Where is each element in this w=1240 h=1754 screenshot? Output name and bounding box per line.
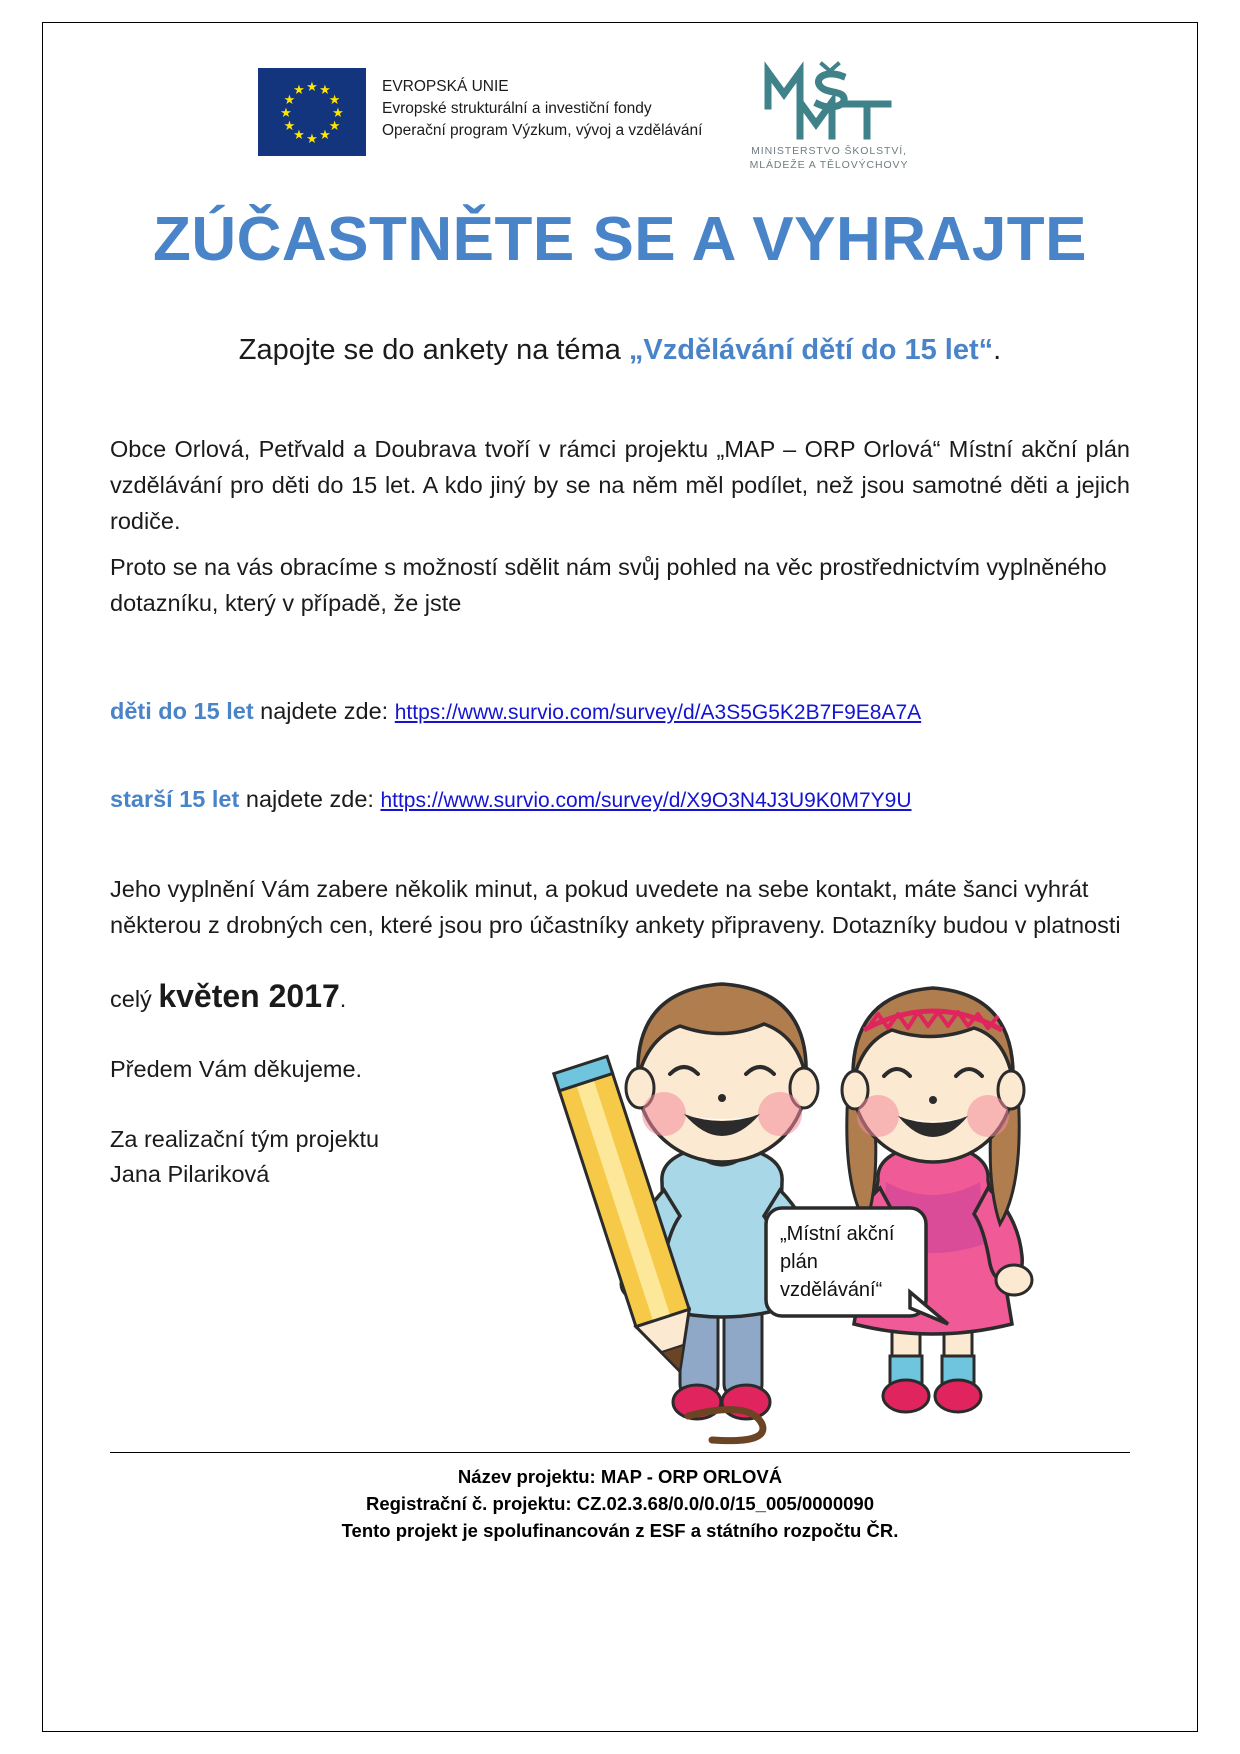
children-illustration (512, 932, 1072, 1452)
footer-divider (110, 1452, 1130, 1453)
msmt-mark-icon (754, 60, 904, 142)
survey-link-older-row (110, 782, 1130, 818)
validity-prefix: celý (110, 986, 159, 1012)
eu-logo-text (382, 68, 702, 142)
survey-link-children-label: děti do 15 let (110, 698, 254, 724)
survey-link-children-row (110, 694, 1130, 730)
girl-shoe-right (935, 1380, 981, 1412)
pencil-scribble (688, 1410, 763, 1441)
survey-link-children-url[interactable]: https://www.survio.com/survey/d/A3S5G5K2B7F9E8A7A (394, 701, 922, 724)
eu-line-2: Evropské strukturální a investiční fondy (382, 100, 652, 117)
eu-star-icon: ★ (328, 117, 341, 133)
eu-star-icon: ★ (283, 117, 296, 133)
msmt-sub-line-1: MINISTERSTVO ŠKOLSTVÍ, (751, 145, 907, 157)
poster-content (42, 22, 1198, 1732)
eu-flag-icon (258, 68, 366, 156)
speech-bubble-line-1: „Místní akční (780, 1223, 895, 1245)
eu-star-icon: ★ (319, 81, 331, 97)
eu-star-icon: ★ (306, 130, 318, 146)
subtitle-prefix: Zapojte se do ankety na téma (238, 334, 629, 366)
survey-link-older-middle: najdete zde: (239, 786, 381, 812)
eu-star-icon: ★ (293, 81, 305, 97)
subtitle-highlight: „Vzdělávání dětí do 15 let“ (628, 334, 994, 366)
eu-star-icon: ★ (283, 91, 296, 107)
page-subtitle (42, 334, 1198, 367)
eu-line-3: Operační program Výzkum, vývoj a vzdělávání (382, 122, 703, 139)
eu-star-icon: ★ (332, 104, 344, 120)
girl-shoe-left (883, 1380, 929, 1412)
msmt-sub-line-2: MLÁDEŽE A TĚLOVÝCHOVY (749, 159, 909, 172)
eu-star-icon: ★ (280, 104, 292, 120)
survey-link-older-url[interactable]: https://www.survio.com/survey/d/X9O3N4J3U9K0M7Y9U (380, 789, 912, 812)
signature-team: Za realizační tým projektu (110, 1126, 380, 1152)
msmt-logo (714, 60, 944, 172)
validity-month: květen 2017 (158, 978, 340, 1014)
paragraph-thanks: Předem Vám děkujeme. (110, 1056, 363, 1082)
speech-bubble-line-3: vzdělávání“ (780, 1279, 883, 1301)
eu-star-icon: ★ (319, 127, 331, 143)
footer (42, 1464, 1198, 1544)
paragraph-intro: Obce Orlová, Petřvald a Doubrava tvoří v rámci projektu „MAP – ORP Orlová“ Místní akční plán vzdělávání pro děti do 15 let. A kdo jiný by se na něm měl podílet, než jsou samotné děti a jejich rodiče. (110, 436, 1130, 534)
eu-star-icon: ★ (306, 78, 318, 94)
footer-registration-number: Registrační č. projektu: CZ.02.3.68/0.0/0.0/15_005/0000090 (365, 1492, 875, 1514)
page-title: ZÚČASTNĚTE SE A VYHRAJTE (152, 205, 1088, 274)
survey-link-older-label: starší 15 let (110, 786, 240, 812)
eu-line-1: EVROPSKÁ UNIE (382, 78, 509, 95)
speech-bubble-line-2: plán (780, 1251, 818, 1273)
eu-star-icon: ★ (328, 91, 341, 107)
subtitle-suffix: . (993, 334, 1002, 366)
speech-bubble (766, 1208, 948, 1324)
validity-suffix: . (339, 986, 347, 1012)
paragraph-prize-info: Jeho vyplnění Vám zabere několik minut, a pokud uvedete na sebe kontakt, máte šanci vyhrát některou z drobných cen, které jsou pro účastníky ankety připraveny. Dotazníky budou v platnosti (110, 876, 1121, 938)
logo-row (42, 60, 1198, 180)
eu-logo (258, 68, 702, 156)
signature-name: Jana Pilariková (110, 1161, 270, 1188)
paragraph-survey-request: Proto se na vás obracíme s možností sdělit nám svůj pohled na věc prostřednictvím vyplněného dotazníku, který v případě, že jste (110, 554, 1107, 616)
footer-financing-note: Tento projekt je spolufinancován z ESF a státního rozpočtu ČR. (341, 1519, 899, 1541)
eu-star-icon: ★ (293, 127, 305, 143)
survey-link-children-middle: najdete zde: (253, 698, 395, 724)
footer-project-name: Název projektu: MAP - ORP ORLOVÁ (457, 1466, 783, 1487)
msmt-subtitle (714, 144, 944, 172)
